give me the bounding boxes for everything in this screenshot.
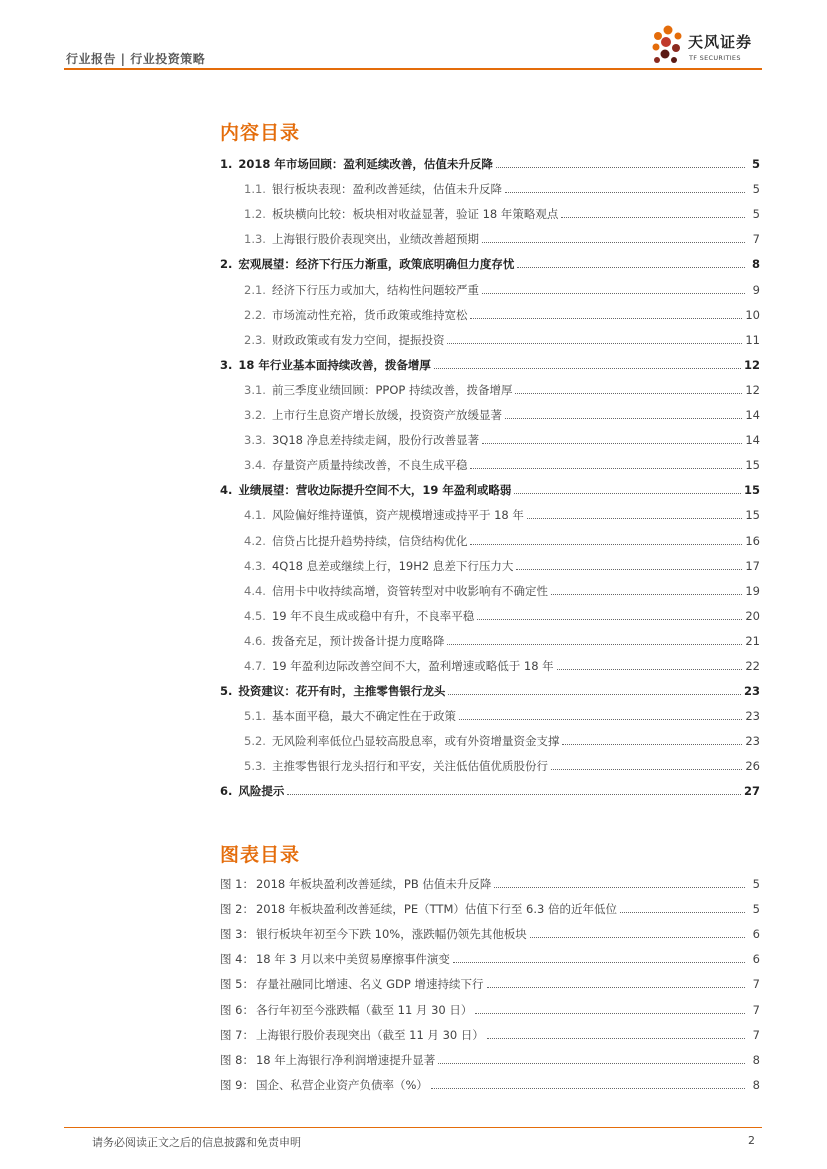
entry-number: 5.1. xyxy=(244,709,266,724)
entry-page: 12 xyxy=(743,357,760,372)
entry-page: 26 xyxy=(745,759,760,774)
toc-chapter-entry[interactable] xyxy=(220,472,760,497)
dot-leader xyxy=(516,569,742,570)
entry-title: 风险提示 xyxy=(238,784,285,799)
entry-page: 20 xyxy=(745,608,760,623)
toc-section-entry[interactable] xyxy=(220,497,760,522)
entry-title: 上海银行股价表现突出，业绩改善超预期 xyxy=(271,232,479,247)
entry-number: 5.2. xyxy=(244,734,266,749)
dot-leader xyxy=(515,393,742,394)
header-divider xyxy=(64,68,762,70)
entry-title: 基本面平稳，最大不确定性在于政策 xyxy=(271,709,456,724)
dot-leader xyxy=(434,368,741,369)
dot-leader xyxy=(447,343,742,344)
entry-title: 银行板块表现：盈利改善延续，估值未升反降 xyxy=(271,182,502,197)
dot-leader xyxy=(482,443,742,444)
dot-leader xyxy=(487,1038,745,1039)
entry-page: 15 xyxy=(743,483,760,498)
entry-page: 7 xyxy=(752,1027,760,1042)
entry-title: 银行板块年初至今下跌 10%，涨跌幅仍领先其他板块 xyxy=(255,927,527,942)
toc-section-entry[interactable] xyxy=(220,422,760,447)
entry-number: 4.4. xyxy=(244,583,266,598)
entry-page: 15 xyxy=(745,458,760,473)
entry-title: 宏观展望：经济下行压力渐重，政策底明确但力度存忧 xyxy=(238,257,515,272)
dot-leader xyxy=(447,644,742,645)
toc-section-entry[interactable] xyxy=(220,748,760,773)
toc-section-entry[interactable] xyxy=(220,397,760,422)
dot-leader xyxy=(470,468,742,469)
entry-page: 27 xyxy=(743,784,760,799)
toc-chapter-entry[interactable] xyxy=(220,347,760,372)
entry-page: 15 xyxy=(745,508,760,523)
toc-chapter-entry[interactable] xyxy=(220,146,760,171)
entry-page: 22 xyxy=(745,658,760,673)
entry-title: 2018 年板块盈利改善延续，PB 估值未升反降 xyxy=(255,877,492,892)
company-logo xyxy=(648,22,768,70)
dot-leader xyxy=(475,1013,745,1014)
dot-leader xyxy=(487,987,746,988)
entry-title: 18 年行业基本面持续改善，拨备增厚 xyxy=(238,357,431,372)
entry-page: 21 xyxy=(745,633,760,648)
dot-leader xyxy=(470,318,742,319)
entry-title: 各行年初至今涨跌幅（截至 11 月 30 日） xyxy=(255,1002,473,1017)
entry-title: 无风险利率低位凸显较高股息率，或有外资增量资金支撑 xyxy=(271,734,560,749)
entry-number: 6. xyxy=(220,784,233,799)
figures-title: 图表目录 xyxy=(220,844,301,866)
entry-title: 信贷占比提升趋势持续，信贷结构优化 xyxy=(271,533,468,548)
entry-number: 1.2. xyxy=(244,207,266,222)
dot-leader xyxy=(517,267,745,268)
entry-number: 4.3. xyxy=(244,558,266,573)
entry-title: 18 年上海银行净利润增速提升显著 xyxy=(255,1052,436,1067)
entry-title: 市场流动性充裕，货币政策或维持宽松 xyxy=(271,307,468,322)
entry-page: 19 xyxy=(745,583,760,598)
entry-number: 5.3. xyxy=(244,759,266,774)
dot-leader xyxy=(551,594,742,595)
dot-leader xyxy=(477,619,742,620)
entry-number: 图 2： xyxy=(220,902,254,917)
entry-title: 2018 年市场回顾：盈利延续改善，估值未升反降 xyxy=(238,157,493,172)
toc-section-entry[interactable] xyxy=(220,548,760,573)
figure-entry[interactable] xyxy=(220,1067,760,1092)
dot-leader xyxy=(561,217,745,218)
entry-page: 5 xyxy=(752,207,760,222)
entry-page: 12 xyxy=(745,382,760,397)
entry-title: 19 年盈利边际改善空间不大，盈利增速或略低于 18 年 xyxy=(271,658,554,673)
entry-page: 7 xyxy=(752,1002,760,1017)
entry-title: 上海银行股价表现突出（截至 11 月 30 日） xyxy=(255,1027,484,1042)
toc-section-entry[interactable] xyxy=(220,623,760,648)
dot-leader xyxy=(551,769,742,770)
entry-number: 4.6. xyxy=(244,633,266,648)
entry-title: 上市行生息资产增长放缓，投资资产放缓显著 xyxy=(271,408,502,423)
dot-leader xyxy=(505,418,742,419)
entry-number: 图 1： xyxy=(220,877,254,892)
figure-entry[interactable] xyxy=(220,866,760,891)
entry-number: 图 6： xyxy=(220,1002,254,1017)
entry-number: 3.2. xyxy=(244,408,266,423)
entry-page: 23 xyxy=(745,709,760,724)
entry-title: 18 年 3 月以来中美贸易摩擦事件演变 xyxy=(255,952,450,967)
entry-page: 14 xyxy=(745,433,760,448)
toc-chapter-entry[interactable] xyxy=(220,246,760,271)
dot-leader xyxy=(496,167,745,168)
entry-page: 6 xyxy=(752,952,760,967)
figure-entry[interactable] xyxy=(220,1017,760,1042)
logo-name-cn: 天风证券 xyxy=(688,33,753,51)
entry-number: 2. xyxy=(220,257,233,272)
dot-leader xyxy=(470,544,742,545)
toc-section-entry[interactable] xyxy=(220,648,760,673)
toc-section-entry[interactable] xyxy=(220,723,760,748)
entry-page: 11 xyxy=(745,332,760,347)
dot-leader xyxy=(453,962,745,963)
entry-page: 8 xyxy=(752,1077,760,1092)
entry-number: 4.2. xyxy=(244,533,266,548)
entry-title: 经济下行压力或加大，结构性问题较严重 xyxy=(271,282,479,297)
dot-leader xyxy=(494,887,745,888)
toc-list xyxy=(220,146,760,798)
entry-page: 9 xyxy=(752,282,760,297)
dot-leader xyxy=(557,669,743,670)
toc-section-entry[interactable] xyxy=(220,171,760,196)
entry-number: 1.3. xyxy=(244,232,266,247)
figure-list xyxy=(220,866,760,1092)
entry-page: 14 xyxy=(745,408,760,423)
toc-section-entry[interactable] xyxy=(220,372,760,397)
toc-section-entry[interactable] xyxy=(220,271,760,296)
entry-page: 5 xyxy=(752,877,760,892)
dot-leader xyxy=(530,937,745,938)
entry-page: 7 xyxy=(752,232,760,247)
dot-leader xyxy=(482,293,745,294)
entry-number: 图 5： xyxy=(220,977,254,992)
entry-page: 7 xyxy=(752,977,760,992)
entry-title: 板块横向比较：板块相对收益显著，验证 18 年策略观点 xyxy=(271,207,559,222)
entry-number: 图 3： xyxy=(220,927,254,942)
entry-title: 存量社融同比增速、名义 GDP 增速持续下行 xyxy=(255,977,484,992)
entry-number: 图 9： xyxy=(220,1077,254,1092)
entry-number: 3.3. xyxy=(244,433,266,448)
toc-section-entry[interactable] xyxy=(220,598,760,623)
entry-title: 3Q18 净息差持续走阔，股份行改善显著 xyxy=(271,433,480,448)
header-label: 行业报告 | 行业投资策略 xyxy=(66,52,206,66)
figure-entry[interactable] xyxy=(220,1042,760,1067)
entry-number: 图 4： xyxy=(220,952,254,967)
figure-entry[interactable] xyxy=(220,916,760,941)
entry-title: 拨备充足，预计拨备计提力度略降 xyxy=(271,633,445,648)
entry-number: 4.1. xyxy=(244,508,266,523)
toc-section-entry[interactable] xyxy=(220,322,760,347)
entry-page: 5 xyxy=(751,157,760,172)
entry-title: 国企、私营企业资产负债率（%） xyxy=(255,1077,428,1092)
entry-title: 业绩展望：营收边际提升空间不大，19 年盈利或略弱 xyxy=(238,483,512,498)
entry-page: 5 xyxy=(752,902,760,917)
logo-mark-icon xyxy=(648,22,688,70)
entry-page: 23 xyxy=(743,684,760,699)
entry-number: 3.1. xyxy=(244,382,266,397)
dot-leader xyxy=(448,694,741,695)
entry-title: 2018 年板块盈利改善延续，PE（TTM）估值下行至 6.3 倍的近年低位 xyxy=(255,902,617,917)
entry-page: 6 xyxy=(752,927,760,942)
entry-number: 4.7. xyxy=(244,658,266,673)
dot-leader xyxy=(431,1088,745,1089)
entry-title: 财政政策或有发力空间，提振投资 xyxy=(271,332,445,347)
entry-page: 10 xyxy=(745,307,760,322)
toc-chapter-entry[interactable] xyxy=(220,673,760,698)
entry-page: 8 xyxy=(752,1052,760,1067)
dot-leader xyxy=(527,518,742,519)
page-number: 2 xyxy=(748,1134,755,1147)
entry-page: 23 xyxy=(745,734,760,749)
entry-number: 1.1. xyxy=(244,182,266,197)
entry-number: 图 7： xyxy=(220,1027,254,1042)
dot-leader xyxy=(438,1063,745,1064)
entry-number: 3. xyxy=(220,357,233,372)
entry-number: 3.4. xyxy=(244,458,266,473)
dot-leader xyxy=(514,493,741,494)
toc-section-entry[interactable] xyxy=(220,573,760,598)
entry-title: 19 年不良生成或稳中有升，不良率平稳 xyxy=(271,608,475,623)
footer-divider xyxy=(64,1127,762,1128)
dot-leader xyxy=(562,744,742,745)
entry-number: 2.2. xyxy=(244,307,266,322)
entry-title: 投资建议：花开有时，主推零售银行龙头 xyxy=(238,684,446,699)
figure-entry[interactable] xyxy=(220,891,760,916)
entry-number: 4. xyxy=(220,483,233,498)
toc-section-entry[interactable] xyxy=(220,522,760,547)
figure-entry[interactable] xyxy=(220,941,760,966)
entry-number: 4.5. xyxy=(244,608,266,623)
figure-entry[interactable] xyxy=(220,991,760,1016)
entry-title: 前三季度业绩回顾：PPOP 持续改善，拨备增厚 xyxy=(271,382,513,397)
toc-title: 内容目录 xyxy=(220,122,301,144)
toc-section-entry[interactable] xyxy=(220,221,760,246)
toc-section-entry[interactable] xyxy=(220,698,760,723)
toc-chapter-entry[interactable] xyxy=(220,773,760,798)
entry-page: 17 xyxy=(745,558,760,573)
figure-entry[interactable] xyxy=(220,966,760,991)
entry-number: 2.3. xyxy=(244,332,266,347)
entry-page: 16 xyxy=(745,533,760,548)
dot-leader xyxy=(482,242,745,243)
footer-disclaimer: 请务必阅读正文之后的信息披露和免责申明 xyxy=(92,1136,301,1149)
entry-page: 5 xyxy=(752,182,760,197)
toc-section-entry[interactable] xyxy=(220,196,760,221)
entry-title: 主推零售银行龙头招行和平安，关注低估值优质股份行 xyxy=(271,759,548,774)
toc-section-entry[interactable] xyxy=(220,447,760,472)
entry-number: 2.1. xyxy=(244,282,266,297)
logo-name-en: TF SECURITIES xyxy=(689,54,741,62)
entry-number: 5. xyxy=(220,684,233,699)
entry-number: 1. xyxy=(220,157,233,172)
toc-section-entry[interactable] xyxy=(220,297,760,322)
dot-leader xyxy=(459,719,742,720)
entry-title: 信用卡中收持续高增，资管转型对中收影响有不确定性 xyxy=(271,583,548,598)
dot-leader xyxy=(287,794,741,795)
entry-number: 图 8： xyxy=(220,1052,254,1067)
dot-leader xyxy=(620,912,745,913)
entry-page: 8 xyxy=(751,257,760,272)
entry-title: 存量资产质量持续改善，不良生成平稳 xyxy=(271,458,468,473)
entry-title: 4Q18 息差或继续上行，19H2 息差下行压力大 xyxy=(271,558,514,573)
dot-leader xyxy=(505,192,745,193)
entry-title: 风险偏好维持谨慎，资产规模增速或持平于 18 年 xyxy=(271,508,524,523)
